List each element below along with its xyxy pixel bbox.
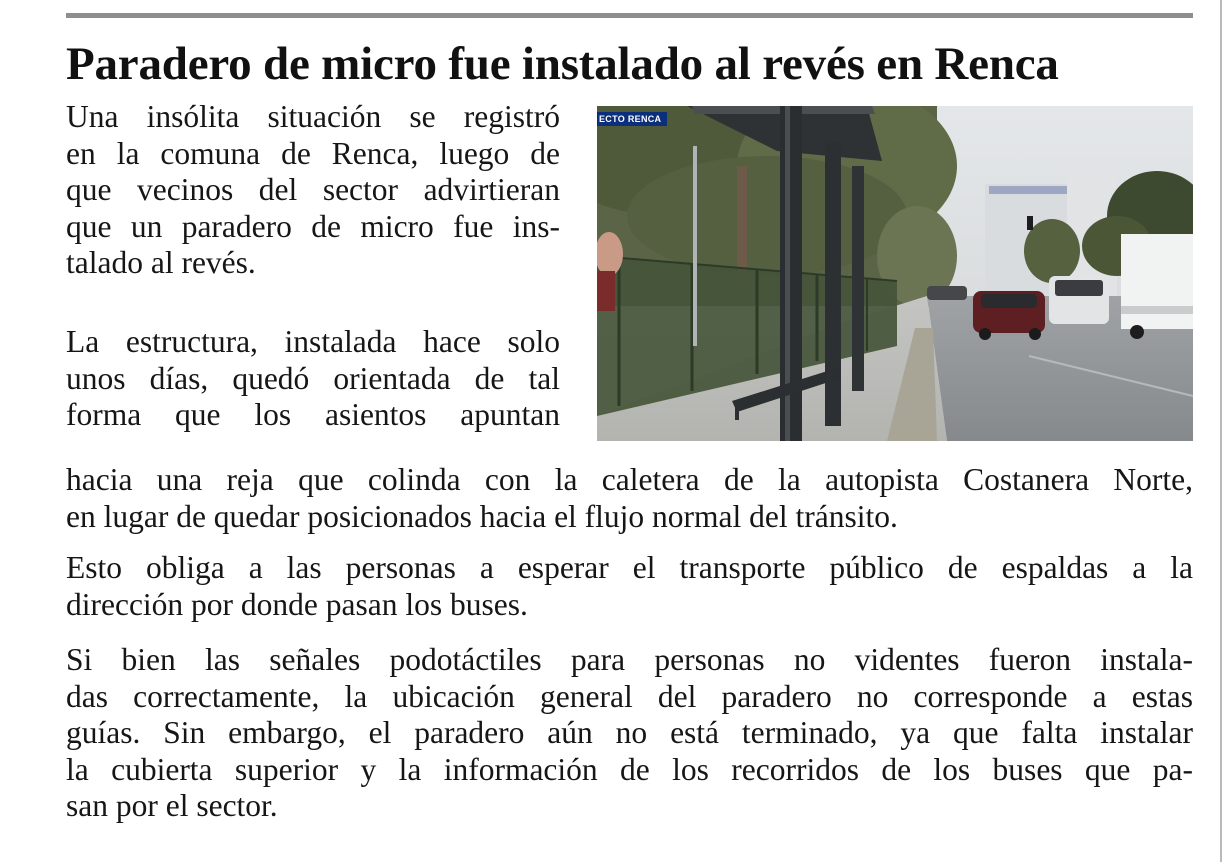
paragraph-line: forma que los asientos apuntan bbox=[66, 397, 560, 433]
paragraph-line: unos días, quedó orientada de tal bbox=[66, 360, 560, 396]
light-pole bbox=[693, 146, 697, 346]
paragraph-line: que un paradero de micro fue ins- bbox=[66, 208, 560, 244]
page-border bbox=[1220, 0, 1222, 862]
paragraph-line: Si bien las señales podotáctiles para personas no videntes fueron instala- bbox=[66, 642, 1193, 677]
paragraph-1 bbox=[66, 99, 560, 282]
paragraph-line: dirección por donde pasan los buses. bbox=[66, 586, 528, 622]
paragraph-4 bbox=[66, 642, 1193, 825]
shelter-post bbox=[825, 141, 841, 426]
paragraph-line: Una insólita situación se registró bbox=[66, 99, 560, 134]
paragraph-line: das correctamente, la ubicación general del paradero no corresponde a estas bbox=[66, 678, 1193, 714]
paragraph-line: guías. Sin embargo, el paradero aún no está terminado, ya que falta instalar bbox=[66, 715, 1193, 751]
paragraph-line: hacia una reja que colinda con la caletera de la autopista Costanera Norte, bbox=[66, 462, 1193, 497]
paragraph-2-full bbox=[66, 462, 1193, 535]
headline: Paradero de micro fue instalado al revés en Renca bbox=[66, 38, 1059, 90]
paragraph-line: en la comuna de Renca, luego de bbox=[66, 135, 560, 171]
shelter-post bbox=[852, 166, 864, 391]
bus-stop-scene bbox=[597, 106, 1193, 441]
paragraph-line: en lugar de quedar posicionados hacia el flujo normal del tránsito. bbox=[66, 498, 898, 534]
bus-stop-photo bbox=[597, 106, 1193, 441]
paragraph-2-narrow bbox=[66, 324, 560, 434]
paragraph-line: la cubierta superior y la información de los recorridos de los buses que pa- bbox=[66, 751, 1193, 787]
paragraph-line: que vecinos del sector advirtieran bbox=[66, 172, 560, 208]
paragraph-line: san por el sector. bbox=[66, 788, 278, 824]
top-rule bbox=[66, 13, 1193, 18]
distant-car bbox=[927, 286, 967, 300]
traffic-light bbox=[1027, 216, 1033, 230]
paragraph-line: talado al revés. bbox=[66, 245, 256, 281]
paragraph-3 bbox=[66, 550, 1193, 623]
white-suv bbox=[1049, 276, 1109, 324]
paragraph-line: Esto obliga a las personas a esperar el transporte público de espaldas a la bbox=[66, 550, 1193, 585]
white-truck bbox=[1121, 234, 1193, 339]
paragraph-line: La estructura, instalada hace solo bbox=[66, 324, 560, 359]
red-car bbox=[973, 291, 1045, 340]
broadcast-tag: ECTO RENCA bbox=[597, 112, 667, 126]
